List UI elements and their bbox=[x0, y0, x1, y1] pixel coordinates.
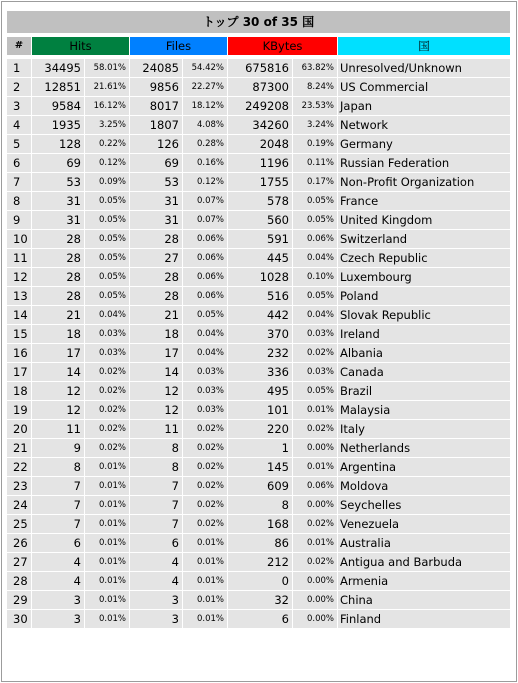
kbytes-cell: 1755 bbox=[228, 173, 292, 191]
country-cell: Poland bbox=[338, 287, 510, 305]
hits-cell: 9584 bbox=[32, 97, 84, 115]
files-cell: 3 bbox=[130, 610, 182, 628]
kbytes-percent-cell: 0.04% bbox=[293, 306, 337, 324]
hits-percent-cell: 0.05% bbox=[85, 249, 129, 267]
hits-percent-cell: 0.02% bbox=[85, 420, 129, 438]
rank-cell: 8 bbox=[7, 192, 31, 210]
files-percent-cell: 18.12% bbox=[183, 97, 227, 115]
files-percent-cell: 0.28% bbox=[183, 135, 227, 153]
country-cell: Armenia bbox=[338, 572, 510, 590]
country-cell: Venezuela bbox=[338, 515, 510, 533]
hits-percent-cell: 0.01% bbox=[85, 610, 129, 628]
country-cell: Czech Republic bbox=[338, 249, 510, 267]
hits-percent-cell: 0.05% bbox=[85, 211, 129, 229]
hits-percent-cell: 0.02% bbox=[85, 363, 129, 381]
kbytes-cell: 560 bbox=[228, 211, 292, 229]
country-cell: Canada bbox=[338, 363, 510, 381]
files-percent-cell: 0.16% bbox=[183, 154, 227, 172]
table-row bbox=[7, 572, 510, 590]
hits-percent-cell: 0.05% bbox=[85, 230, 129, 248]
rank-cell: 11 bbox=[7, 249, 31, 267]
hits-percent-cell: 0.03% bbox=[85, 344, 129, 362]
kbytes-percent-cell: 0.02% bbox=[293, 515, 337, 533]
hits-cell: 69 bbox=[32, 154, 84, 172]
kbytes-cell: 1028 bbox=[228, 268, 292, 286]
kbytes-percent-cell: 0.03% bbox=[293, 325, 337, 343]
files-cell: 7 bbox=[130, 477, 182, 495]
table-row bbox=[7, 420, 510, 438]
kbytes-cell: 32 bbox=[228, 591, 292, 609]
hits-percent-cell: 0.02% bbox=[85, 401, 129, 419]
kbytes-percent-cell: 0.01% bbox=[293, 534, 337, 552]
hits-percent-cell: 0.01% bbox=[85, 458, 129, 476]
kbytes-percent-cell: 0.02% bbox=[293, 553, 337, 571]
kbytes-percent-cell: 0.00% bbox=[293, 496, 337, 514]
country-cell: Slovak Republic bbox=[338, 306, 510, 324]
rank-cell: 22 bbox=[7, 458, 31, 476]
rank-cell: 29 bbox=[7, 591, 31, 609]
kbytes-cell: 370 bbox=[228, 325, 292, 343]
hits-percent-cell: 0.05% bbox=[85, 268, 129, 286]
files-percent-cell: 0.06% bbox=[183, 230, 227, 248]
kbytes-cell: 34260 bbox=[228, 116, 292, 134]
files-cell: 8 bbox=[130, 458, 182, 476]
country-cell: Unresolved/Unknown bbox=[338, 59, 510, 77]
table-row bbox=[7, 59, 510, 77]
rank-cell: 12 bbox=[7, 268, 31, 286]
country-cell: Non-Profit Organization bbox=[338, 173, 510, 191]
hits-cell: 28 bbox=[32, 287, 84, 305]
hits-cell: 8 bbox=[32, 458, 84, 476]
files-percent-cell: 0.04% bbox=[183, 325, 227, 343]
rank-cell: 1 bbox=[7, 59, 31, 77]
files-percent-cell: 22.27% bbox=[183, 78, 227, 96]
hits-cell: 34495 bbox=[32, 59, 84, 77]
hits-percent-cell: 0.22% bbox=[85, 135, 129, 153]
rank-cell: 13 bbox=[7, 287, 31, 305]
hits-percent-cell: 0.02% bbox=[85, 439, 129, 457]
kbytes-cell: 495 bbox=[228, 382, 292, 400]
kbytes-percent-cell: 0.04% bbox=[293, 249, 337, 267]
files-percent-cell: 0.01% bbox=[183, 591, 227, 609]
hits-cell: 12 bbox=[32, 382, 84, 400]
files-percent-cell: 0.03% bbox=[183, 363, 227, 381]
kbytes-percent-cell: 0.00% bbox=[293, 591, 337, 609]
kbytes-cell: 101 bbox=[228, 401, 292, 419]
files-percent-cell: 0.02% bbox=[183, 515, 227, 533]
rank-cell: 21 bbox=[7, 439, 31, 457]
rank-cell: 5 bbox=[7, 135, 31, 153]
hits-cell: 28 bbox=[32, 249, 84, 267]
kbytes-cell: 442 bbox=[228, 306, 292, 324]
files-percent-cell: 0.02% bbox=[183, 420, 227, 438]
kbytes-percent-cell: 0.02% bbox=[293, 344, 337, 362]
files-percent-cell: 0.12% bbox=[183, 173, 227, 191]
files-cell: 6 bbox=[130, 534, 182, 552]
files-cell: 53 bbox=[130, 173, 182, 191]
files-percent-cell: 0.06% bbox=[183, 268, 227, 286]
kbytes-cell: 675816 bbox=[228, 59, 292, 77]
kbytes-cell: 168 bbox=[228, 515, 292, 533]
kbytes-percent-cell: 8.24% bbox=[293, 78, 337, 96]
country-cell: Netherlands bbox=[338, 439, 510, 457]
files-cell: 24085 bbox=[130, 59, 182, 77]
files-percent-cell: 0.02% bbox=[183, 458, 227, 476]
rank-cell: 20 bbox=[7, 420, 31, 438]
hits-percent-cell: 0.01% bbox=[85, 534, 129, 552]
header-kbytes: KBytes bbox=[228, 37, 337, 55]
files-cell: 28 bbox=[130, 230, 182, 248]
kbytes-cell: 1 bbox=[228, 439, 292, 457]
kbytes-cell: 232 bbox=[228, 344, 292, 362]
files-percent-cell: 0.02% bbox=[183, 496, 227, 514]
table-row bbox=[7, 287, 510, 305]
country-cell: Malaysia bbox=[338, 401, 510, 419]
hits-percent-cell: 0.03% bbox=[85, 325, 129, 343]
header-country: 国 bbox=[338, 37, 510, 55]
table-row bbox=[7, 344, 510, 362]
kbytes-percent-cell: 0.01% bbox=[293, 458, 337, 476]
files-cell: 21 bbox=[130, 306, 182, 324]
country-cell: Australia bbox=[338, 534, 510, 552]
files-cell: 31 bbox=[130, 211, 182, 229]
rank-cell: 23 bbox=[7, 477, 31, 495]
hits-cell: 4 bbox=[32, 553, 84, 571]
files-cell: 7 bbox=[130, 496, 182, 514]
rank-cell: 25 bbox=[7, 515, 31, 533]
kbytes-percent-cell: 0.06% bbox=[293, 477, 337, 495]
kbytes-percent-cell: 0.00% bbox=[293, 572, 337, 590]
files-cell: 3 bbox=[130, 591, 182, 609]
rank-cell: 4 bbox=[7, 116, 31, 134]
hits-cell: 14 bbox=[32, 363, 84, 381]
table-row bbox=[7, 211, 510, 229]
kbytes-cell: 445 bbox=[228, 249, 292, 267]
country-cell: Network bbox=[338, 116, 510, 134]
hits-cell: 17 bbox=[32, 344, 84, 362]
files-percent-cell: 0.07% bbox=[183, 211, 227, 229]
hits-percent-cell: 0.01% bbox=[85, 496, 129, 514]
hits-percent-cell: 0.05% bbox=[85, 287, 129, 305]
table-body bbox=[7, 59, 510, 628]
rank-cell: 2 bbox=[7, 78, 31, 96]
table-row bbox=[7, 515, 510, 533]
files-cell: 7 bbox=[130, 515, 182, 533]
hits-cell: 7 bbox=[32, 477, 84, 495]
country-cell: Japan bbox=[338, 97, 510, 115]
hits-cell: 21 bbox=[32, 306, 84, 324]
hits-cell: 4 bbox=[32, 572, 84, 590]
kbytes-cell: 86 bbox=[228, 534, 292, 552]
hits-cell: 18 bbox=[32, 325, 84, 343]
country-cell: United Kingdom bbox=[338, 211, 510, 229]
files-percent-cell: 0.04% bbox=[183, 344, 227, 362]
kbytes-percent-cell: 0.03% bbox=[293, 363, 337, 381]
kbytes-cell: 212 bbox=[228, 553, 292, 571]
files-cell: 126 bbox=[130, 135, 182, 153]
rank-cell: 7 bbox=[7, 173, 31, 191]
rank-cell: 26 bbox=[7, 534, 31, 552]
hits-cell: 7 bbox=[32, 496, 84, 514]
table-row bbox=[7, 553, 510, 571]
kbytes-cell: 145 bbox=[228, 458, 292, 476]
kbytes-percent-cell: 0.19% bbox=[293, 135, 337, 153]
files-percent-cell: 0.05% bbox=[183, 306, 227, 324]
hits-percent-cell: 16.12% bbox=[85, 97, 129, 115]
table-row bbox=[7, 173, 510, 191]
hits-cell: 28 bbox=[32, 268, 84, 286]
kbytes-percent-cell: 0.17% bbox=[293, 173, 337, 191]
hits-percent-cell: 0.12% bbox=[85, 154, 129, 172]
country-cell: Seychelles bbox=[338, 496, 510, 514]
header-hits: Hits bbox=[32, 37, 129, 55]
table-row bbox=[7, 230, 510, 248]
table-row bbox=[7, 363, 510, 381]
hits-cell: 1935 bbox=[32, 116, 84, 134]
hits-percent-cell: 3.25% bbox=[85, 116, 129, 134]
kbytes-percent-cell: 0.01% bbox=[293, 401, 337, 419]
table-row bbox=[7, 268, 510, 286]
files-cell: 8 bbox=[130, 439, 182, 457]
files-cell: 12 bbox=[130, 401, 182, 419]
rank-cell: 17 bbox=[7, 363, 31, 381]
files-percent-cell: 54.42% bbox=[183, 59, 227, 77]
kbytes-cell: 591 bbox=[228, 230, 292, 248]
kbytes-cell: 249208 bbox=[228, 97, 292, 115]
kbytes-cell: 87300 bbox=[228, 78, 292, 96]
kbytes-percent-cell: 3.24% bbox=[293, 116, 337, 134]
hits-cell: 9 bbox=[32, 439, 84, 457]
hits-percent-cell: 0.04% bbox=[85, 306, 129, 324]
country-cell: Luxembourg bbox=[338, 268, 510, 286]
rank-cell: 10 bbox=[7, 230, 31, 248]
kbytes-cell: 2048 bbox=[228, 135, 292, 153]
files-percent-cell: 0.02% bbox=[183, 439, 227, 457]
files-cell: 17 bbox=[130, 344, 182, 362]
country-cell: Moldova bbox=[338, 477, 510, 495]
kbytes-percent-cell: 0.00% bbox=[293, 439, 337, 457]
files-cell: 4 bbox=[130, 553, 182, 571]
files-percent-cell: 4.08% bbox=[183, 116, 227, 134]
kbytes-percent-cell: 0.05% bbox=[293, 211, 337, 229]
kbytes-percent-cell: 63.82% bbox=[293, 59, 337, 77]
kbytes-cell: 6 bbox=[228, 610, 292, 628]
table-row bbox=[7, 325, 510, 343]
hits-percent-cell: 0.01% bbox=[85, 477, 129, 495]
hits-percent-cell: 0.09% bbox=[85, 173, 129, 191]
files-percent-cell: 0.01% bbox=[183, 610, 227, 628]
hits-cell: 31 bbox=[32, 192, 84, 210]
table-row bbox=[7, 610, 510, 628]
rank-cell: 18 bbox=[7, 382, 31, 400]
table-title: トップ 30 of 35 国 bbox=[7, 11, 510, 33]
rank-cell: 28 bbox=[7, 572, 31, 590]
hits-cell: 12 bbox=[32, 401, 84, 419]
table-row bbox=[7, 382, 510, 400]
kbytes-percent-cell: 0.02% bbox=[293, 420, 337, 438]
kbytes-percent-cell: 0.00% bbox=[293, 610, 337, 628]
table-row bbox=[7, 78, 510, 96]
country-cell: Brazil bbox=[338, 382, 510, 400]
files-percent-cell: 0.03% bbox=[183, 382, 227, 400]
country-cell: China bbox=[338, 591, 510, 609]
country-cell: US Commercial bbox=[338, 78, 510, 96]
files-cell: 27 bbox=[130, 249, 182, 267]
hits-cell: 6 bbox=[32, 534, 84, 552]
table-row bbox=[7, 135, 510, 153]
files-percent-cell: 0.02% bbox=[183, 477, 227, 495]
rank-cell: 9 bbox=[7, 211, 31, 229]
country-cell: Albania bbox=[338, 344, 510, 362]
table-row bbox=[7, 192, 510, 210]
country-cell: Argentina bbox=[338, 458, 510, 476]
files-cell: 14 bbox=[130, 363, 182, 381]
table-row bbox=[7, 458, 510, 476]
table-row bbox=[7, 439, 510, 457]
files-cell: 18 bbox=[130, 325, 182, 343]
country-cell: Antigua and Barbuda bbox=[338, 553, 510, 571]
country-cell: France bbox=[338, 192, 510, 210]
hits-cell: 7 bbox=[32, 515, 84, 533]
hits-cell: 28 bbox=[32, 230, 84, 248]
hits-percent-cell: 21.61% bbox=[85, 78, 129, 96]
files-percent-cell: 0.01% bbox=[183, 534, 227, 552]
files-cell: 9856 bbox=[130, 78, 182, 96]
rank-cell: 24 bbox=[7, 496, 31, 514]
kbytes-percent-cell: 0.10% bbox=[293, 268, 337, 286]
table-row bbox=[7, 591, 510, 609]
stats-panel bbox=[1, 1, 517, 682]
kbytes-cell: 0 bbox=[228, 572, 292, 590]
rank-cell: 16 bbox=[7, 344, 31, 362]
kbytes-percent-cell: 0.05% bbox=[293, 287, 337, 305]
files-cell: 11 bbox=[130, 420, 182, 438]
kbytes-cell: 8 bbox=[228, 496, 292, 514]
rank-cell: 30 bbox=[7, 610, 31, 628]
country-cell: Russian Federation bbox=[338, 154, 510, 172]
hits-percent-cell: 0.01% bbox=[85, 591, 129, 609]
table-row bbox=[7, 116, 510, 134]
kbytes-percent-cell: 0.06% bbox=[293, 230, 337, 248]
kbytes-percent-cell: 0.11% bbox=[293, 154, 337, 172]
hits-percent-cell: 58.01% bbox=[85, 59, 129, 77]
kbytes-cell: 1196 bbox=[228, 154, 292, 172]
hits-percent-cell: 0.05% bbox=[85, 192, 129, 210]
kbytes-percent-cell: 0.05% bbox=[293, 382, 337, 400]
files-cell: 4 bbox=[130, 572, 182, 590]
hits-cell: 3 bbox=[32, 591, 84, 609]
header-rank: # bbox=[7, 37, 31, 55]
hits-cell: 128 bbox=[32, 135, 84, 153]
rank-cell: 19 bbox=[7, 401, 31, 419]
files-cell: 12 bbox=[130, 382, 182, 400]
table-row bbox=[7, 97, 510, 115]
rank-cell: 27 bbox=[7, 553, 31, 571]
country-cell: Germany bbox=[338, 135, 510, 153]
kbytes-percent-cell: 0.05% bbox=[293, 192, 337, 210]
hits-cell: 3 bbox=[32, 610, 84, 628]
files-percent-cell: 0.06% bbox=[183, 287, 227, 305]
rank-cell: 3 bbox=[7, 97, 31, 115]
rank-cell: 6 bbox=[7, 154, 31, 172]
kbytes-cell: 578 bbox=[228, 192, 292, 210]
hits-percent-cell: 0.01% bbox=[85, 515, 129, 533]
header-files: Files bbox=[130, 37, 227, 55]
hits-percent-cell: 0.01% bbox=[85, 553, 129, 571]
files-percent-cell: 0.06% bbox=[183, 249, 227, 267]
kbytes-percent-cell: 23.53% bbox=[293, 97, 337, 115]
files-percent-cell: 0.01% bbox=[183, 572, 227, 590]
hits-cell: 53 bbox=[32, 173, 84, 191]
kbytes-cell: 609 bbox=[228, 477, 292, 495]
hits-cell: 31 bbox=[32, 211, 84, 229]
country-cell: Italy bbox=[338, 420, 510, 438]
files-cell: 1807 bbox=[130, 116, 182, 134]
kbytes-cell: 220 bbox=[228, 420, 292, 438]
rank-cell: 14 bbox=[7, 306, 31, 324]
hits-percent-cell: 0.01% bbox=[85, 572, 129, 590]
files-percent-cell: 0.01% bbox=[183, 553, 227, 571]
files-percent-cell: 0.03% bbox=[183, 401, 227, 419]
files-cell: 31 bbox=[130, 192, 182, 210]
country-cell: Finland bbox=[338, 610, 510, 628]
kbytes-cell: 516 bbox=[228, 287, 292, 305]
files-cell: 28 bbox=[130, 287, 182, 305]
files-cell: 69 bbox=[130, 154, 182, 172]
table-row bbox=[7, 401, 510, 419]
files-percent-cell: 0.07% bbox=[183, 192, 227, 210]
hits-cell: 11 bbox=[32, 420, 84, 438]
hits-percent-cell: 0.02% bbox=[85, 382, 129, 400]
table-row bbox=[7, 306, 510, 324]
top-countries-table bbox=[6, 10, 511, 629]
hits-cell: 12851 bbox=[32, 78, 84, 96]
country-cell: Switzerland bbox=[338, 230, 510, 248]
table-row bbox=[7, 154, 510, 172]
country-cell: Ireland bbox=[338, 325, 510, 343]
files-cell: 28 bbox=[130, 268, 182, 286]
table-row bbox=[7, 249, 510, 267]
kbytes-cell: 336 bbox=[228, 363, 292, 381]
table-row bbox=[7, 534, 510, 552]
files-cell: 8017 bbox=[130, 97, 182, 115]
table-row bbox=[7, 496, 510, 514]
table-row bbox=[7, 477, 510, 495]
rank-cell: 15 bbox=[7, 325, 31, 343]
